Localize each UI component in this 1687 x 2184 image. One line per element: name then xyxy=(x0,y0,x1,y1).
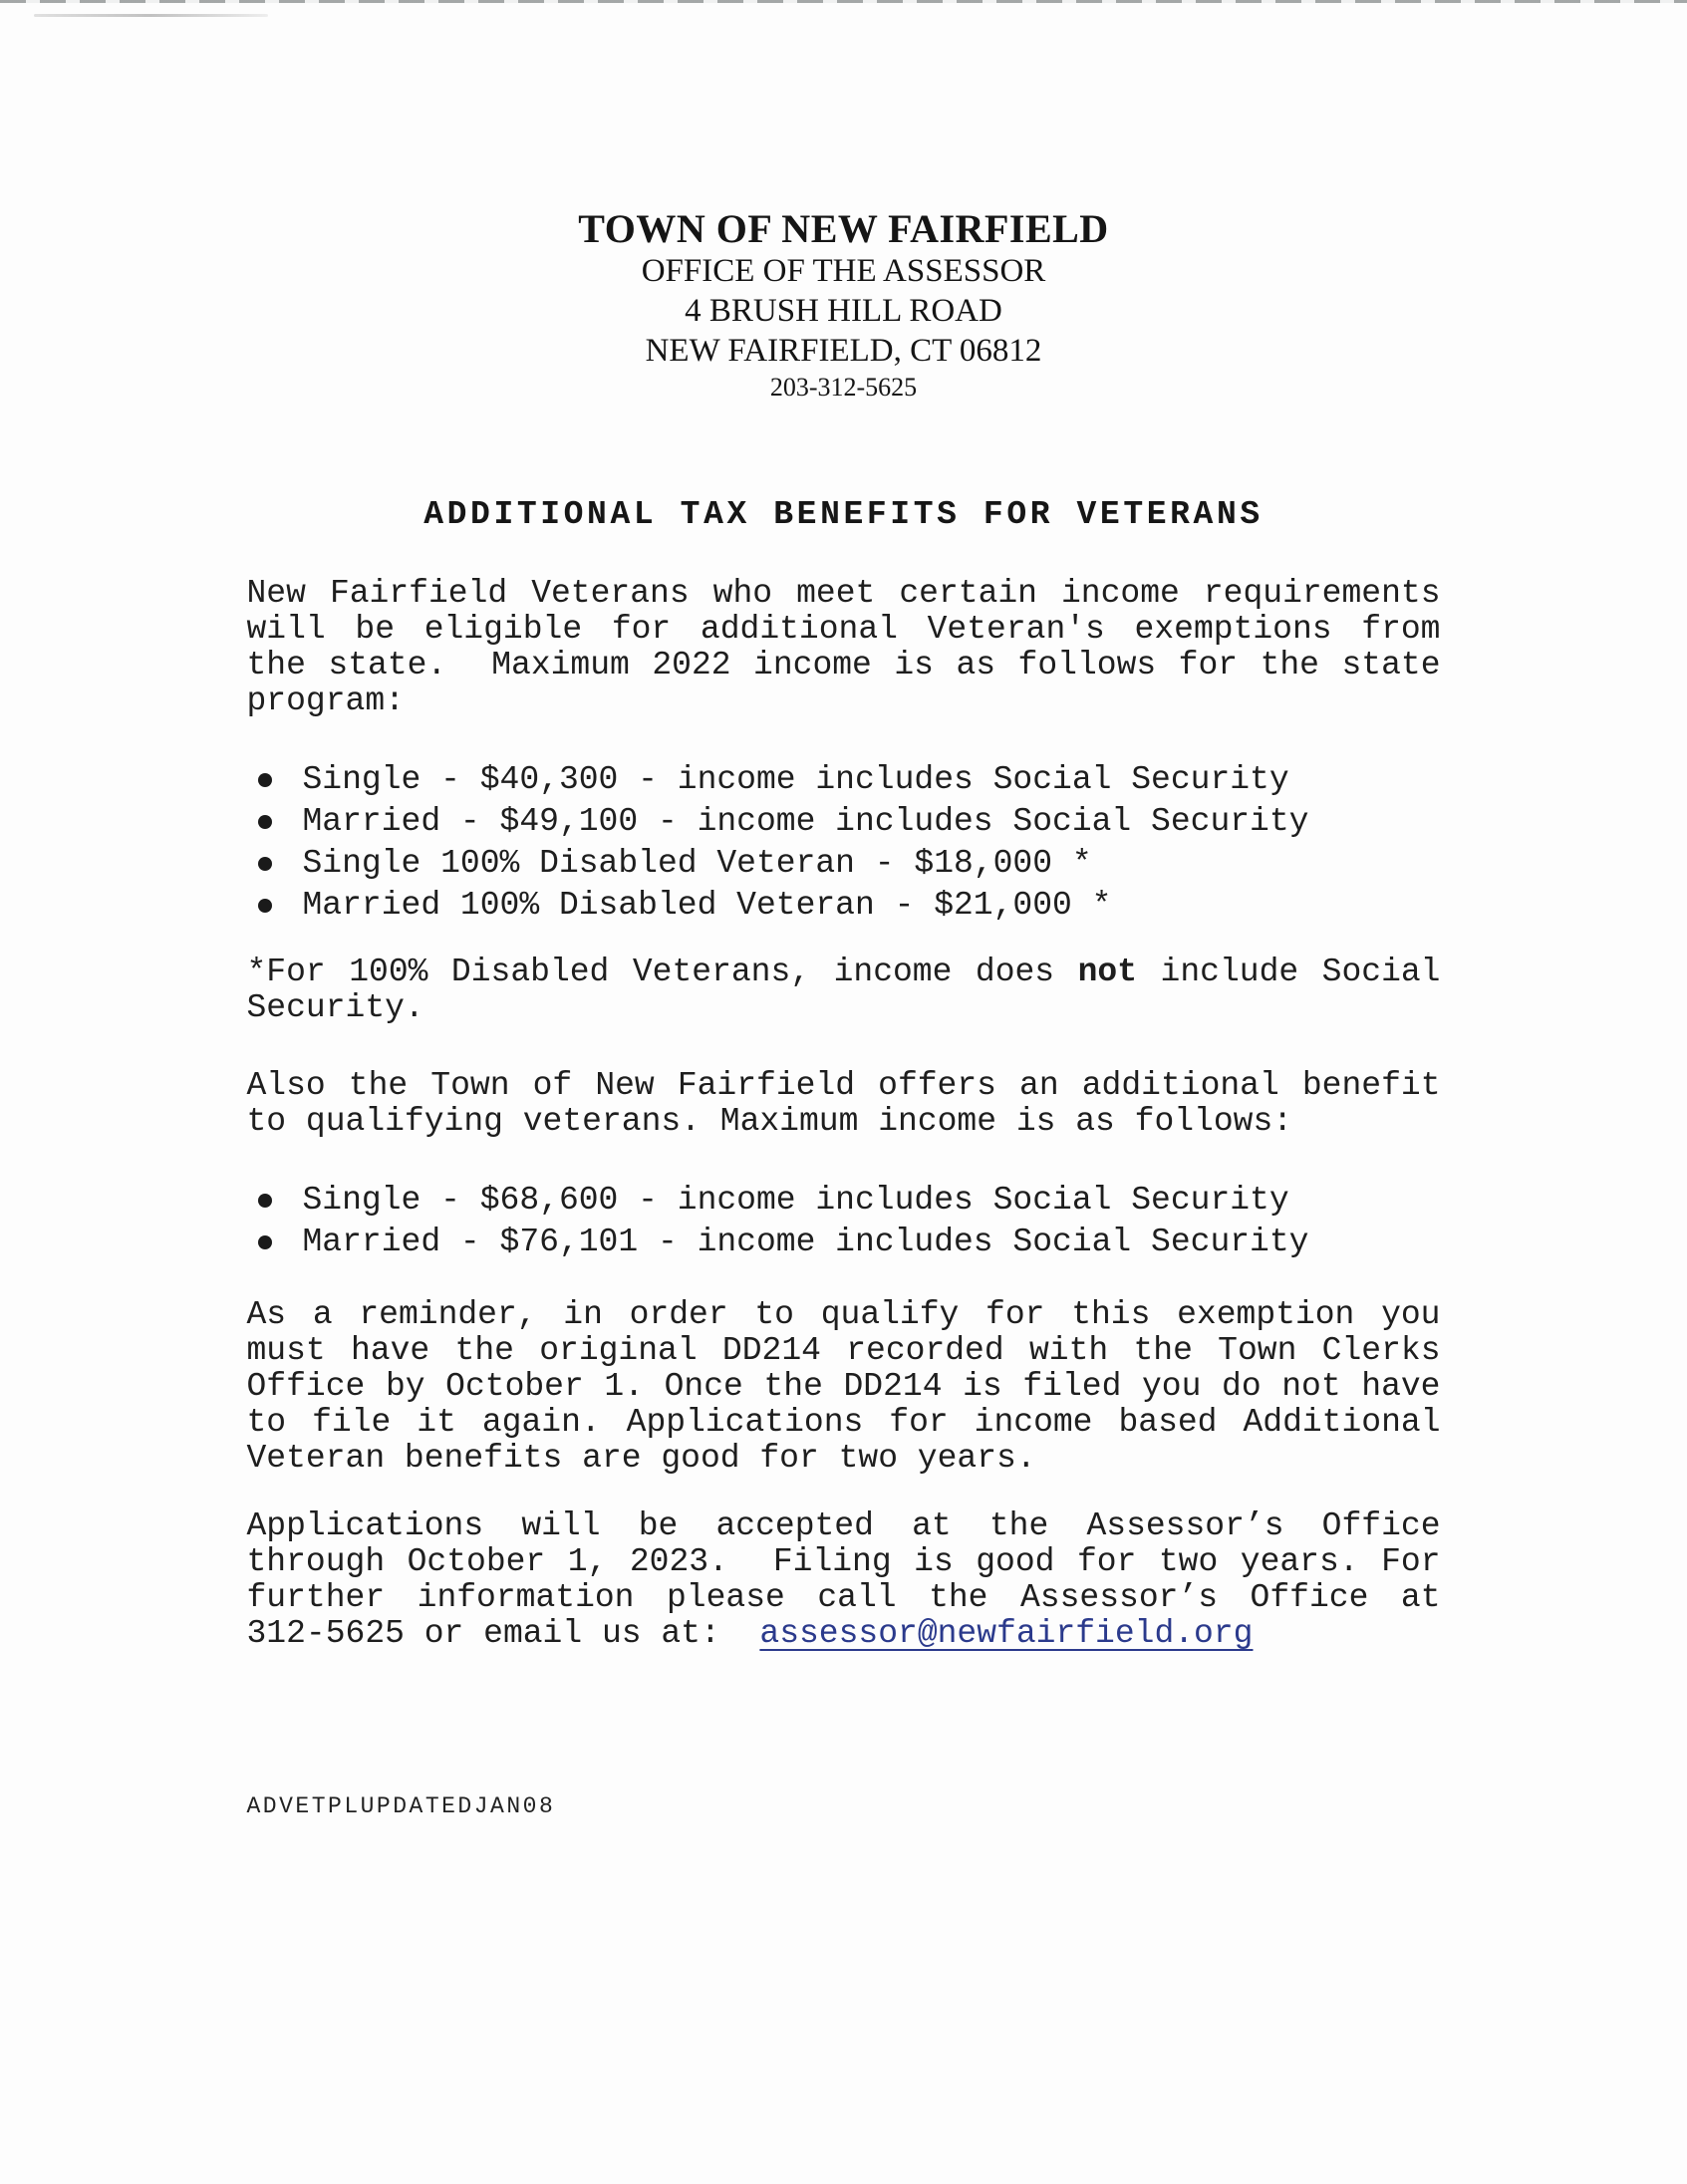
letterhead xyxy=(0,0,1687,405)
list-item: Single - $40,300 - income includes Social Security xyxy=(303,759,1441,801)
document-reference-code: ADVETPLUPDATEDJAN08 xyxy=(246,1793,556,1819)
org-phone: 203-312-5625 xyxy=(769,373,918,402)
list-item: Married - $76,101 - income includes Social Security xyxy=(303,1222,1441,1263)
org-city: NEW FAIRFIELD, CT 06812 xyxy=(645,333,1042,369)
list-item: Married - $49,100 - income includes Social Security xyxy=(303,801,1441,843)
applications-text: Applications will be accepted at the Assessor’s Office through October 1, 2023. Filing is good for two years. For further information please call the Assessor’s Office at 312-5625 or email us at: xyxy=(246,1507,1441,1652)
org-office: OFFICE OF THE ASSESSOR xyxy=(641,253,1046,289)
applications-paragraph xyxy=(247,1508,1441,1652)
list-item: Married 100% Disabled Veteran - $21,000 * xyxy=(303,885,1441,927)
note-bold-word: not xyxy=(1077,954,1138,990)
note-text: include Social Security. xyxy=(246,954,1441,1026)
reminder-paragraph: As a reminder, in order to qualify for this exemption you must have the original DD214 recorded with the Town Clerks Office by October 1. Once the DD214 is filed you do not have to file it again. Applications for income based Additional Veteran benefits are good for two years. xyxy=(246,1296,1441,1477)
scan-artifact-top-edge xyxy=(0,0,1687,3)
scan-artifact-smudge xyxy=(34,14,268,17)
list-item: Single - $68,600 - income includes Social Security xyxy=(303,1180,1441,1222)
list-item: Single 100% Disabled Veteran - $18,000 * xyxy=(303,843,1441,885)
note-text: *For 100% Disabled Veterans, income does xyxy=(246,954,1078,990)
email-link[interactable]: assessor@newfairfield.org xyxy=(759,1615,1254,1652)
org-street: 4 BRUSH HILL ROAD xyxy=(685,293,1002,329)
document-body xyxy=(247,496,1441,1819)
town-benefit-paragraph: Also the Town of New Fairfield offers an additional benefit to qualifying veterans. Maximum income is as follows: xyxy=(246,1067,1441,1140)
state-income-list xyxy=(247,759,1441,927)
town-income-list xyxy=(247,1180,1441,1263)
document-title: ADDITIONAL TAX BENEFITS FOR VETERANS xyxy=(423,496,1264,533)
intro-paragraph: New Fairfield Veterans who meet certain income requirements will be eligible for additional Veteran's exemptions from the state. Maximum 2022 income is as follows for the state program: xyxy=(246,575,1441,719)
disabled-veterans-note xyxy=(247,955,1441,1026)
org-name: TOWN OF NEW FAIRFIELD xyxy=(578,206,1109,251)
